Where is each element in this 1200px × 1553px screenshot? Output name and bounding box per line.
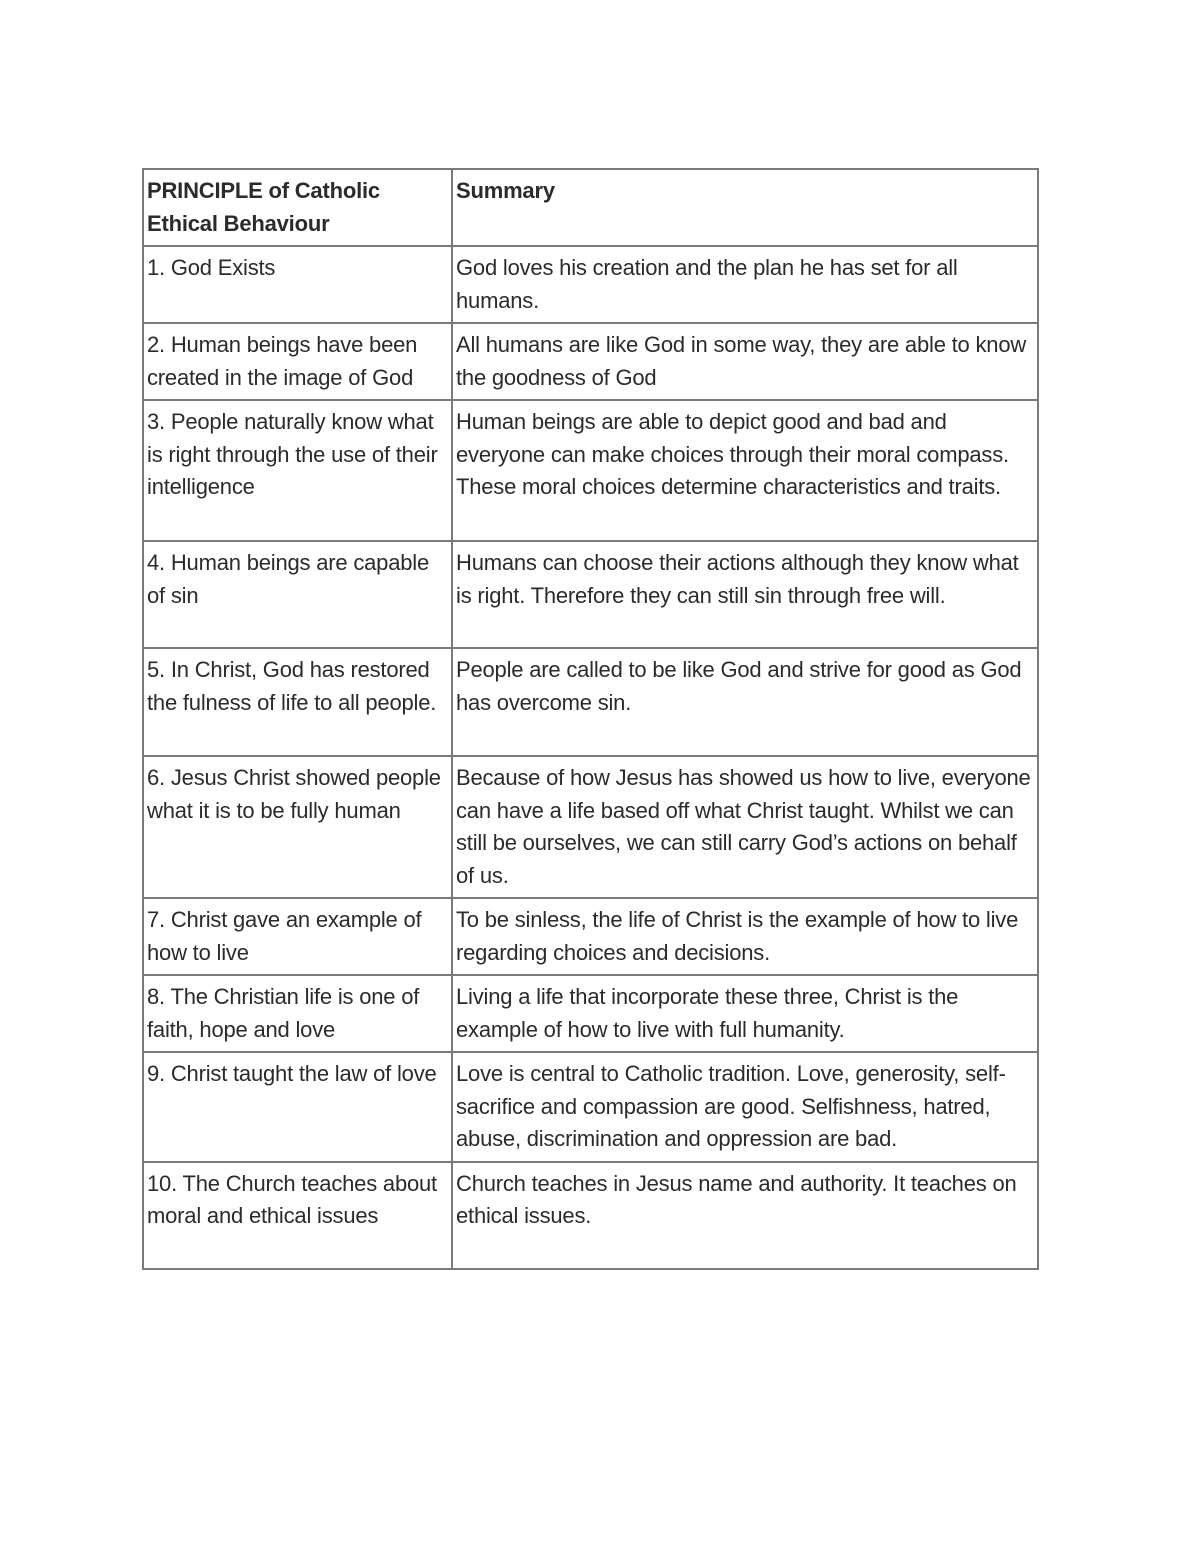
table-row: [143, 975, 1038, 1052]
summary-cell: God loves his creation and the plan he has set for all humans.: [452, 246, 1038, 323]
principle-cell: 4. Human beings are capable of sin: [143, 541, 452, 648]
principle-cell: 6. Jesus Christ showed people what it is to be fully human: [143, 756, 452, 898]
header-summary: Summary: [452, 169, 1038, 246]
summary-cell: Because of how Jesus has showed us how to live, everyone can have a life based off what Christ taught. Whilst we can still be ourselves, we can still carry God’s actions on behalf of us.: [452, 756, 1038, 898]
table-row: [143, 541, 1038, 648]
table-row: [143, 756, 1038, 898]
principle-cell: 3. People naturally know what is right through the use of their intelligence: [143, 400, 452, 541]
principle-cell: 10. The Church teaches about moral and ethical issues: [143, 1162, 452, 1269]
header-principle: PRINCIPLE of Catholic Ethical Behaviour: [143, 169, 452, 246]
summary-cell: Humans can choose their actions although they know what is right. Therefore they can still sin through free will.: [452, 541, 1038, 648]
table-row: [143, 648, 1038, 756]
principles-table: [142, 168, 1039, 1270]
summary-cell: People are called to be like God and strive for good as God has overcome sin.: [452, 648, 1038, 756]
table-row: [143, 1162, 1038, 1269]
table-row: [143, 400, 1038, 541]
summary-cell: To be sinless, the life of Christ is the example of how to live regarding choices and decisions.: [452, 898, 1038, 975]
principle-cell: 7. Christ gave an example of how to live: [143, 898, 452, 975]
summary-cell: Living a life that incorporate these three, Christ is the example of how to live with full humanity.: [452, 975, 1038, 1052]
table-row: [143, 246, 1038, 323]
summary-cell: Human beings are able to depict good and bad and everyone can make choices through their moral compass. These moral choices determine characteristics and traits.: [452, 400, 1038, 541]
principle-cell: 9. Christ taught the law of love: [143, 1052, 452, 1162]
summary-cell: Love is central to Catholic tradition. Love, generosity, self-sacrifice and compassion are good. Selfishness, hatred, abuse, discrimination and oppression are bad.: [452, 1052, 1038, 1162]
summary-cell: All humans are like God in some way, they are able to know the goodness of God: [452, 323, 1038, 400]
principle-cell: 2. Human beings have been created in the image of God: [143, 323, 452, 400]
table-header-row: [143, 169, 1038, 246]
table-row: [143, 323, 1038, 400]
principle-cell: 8. The Christian life is one of faith, hope and love: [143, 975, 452, 1052]
principle-cell: 5. In Christ, God has restored the fulness of life to all people.: [143, 648, 452, 756]
principle-cell: 1. God Exists: [143, 246, 452, 323]
table-row: [143, 898, 1038, 975]
summary-cell: Church teaches in Jesus name and authority. It teaches on ethical issues.: [452, 1162, 1038, 1269]
table-row: [143, 1052, 1038, 1162]
